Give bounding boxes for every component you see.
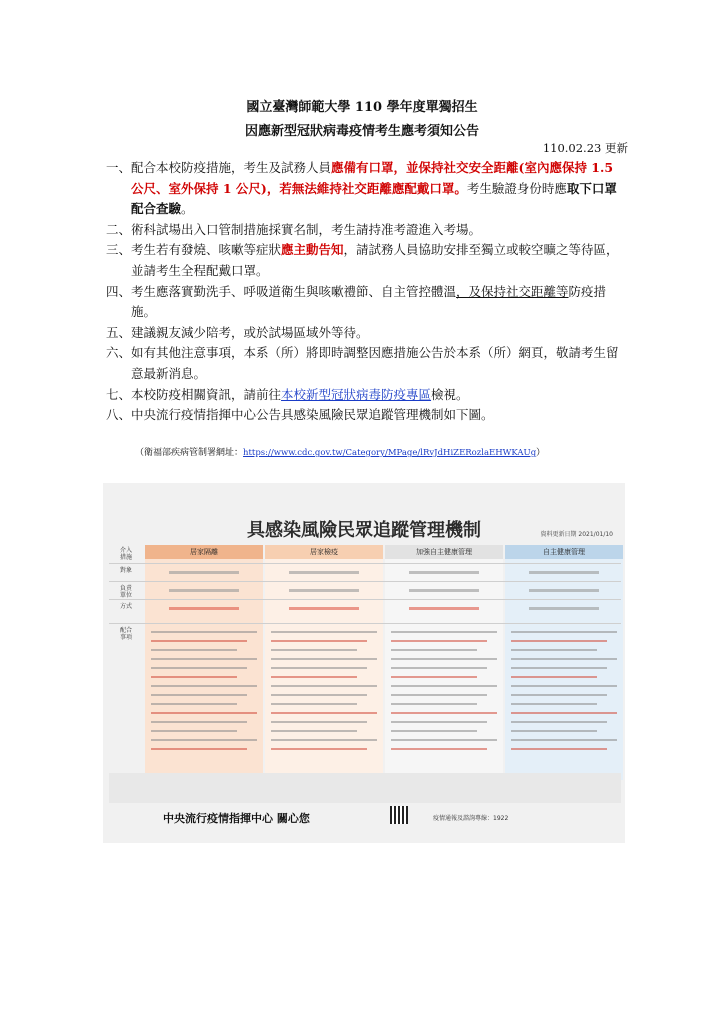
table-cell-line [151,631,257,633]
update-date: 110.02.23 更新 [542,141,628,155]
text-run: 考生驗證身份時應 [466,180,567,196]
text-run: 配合本校防疫措施，考生及試務人員 [131,160,332,175]
notice-item [106,240,626,281]
table-cell-line [271,649,357,651]
table-cell-line [151,712,257,714]
notice-item-text [131,385,626,406]
table-cell [409,607,480,610]
text-run: 考生若有發燒、咳嗽等症狀 [131,242,282,258]
text-run: 應備有口罩，並保持社交安全距離(室內應保持 1.5 公尺、室外保持 1 公尺)，若無法維持社交距離應配戴口罩。 [131,160,614,196]
table-cell [409,589,480,592]
table-cell-line [511,685,617,687]
table-cell-line [391,694,487,696]
table-cell-line [391,712,497,714]
notice-list [106,158,626,426]
cecc-slogan: 中央流行疫情指揮中心 關心您 [163,812,310,825]
table-cell-line [271,748,367,750]
table-cell-line [391,703,477,705]
table-cell-line [511,694,607,696]
table-divider [109,623,621,624]
table-cell [529,607,600,610]
table-cell-line [511,739,617,741]
table-cell-line [151,703,237,705]
table-cell-line [271,694,367,696]
table-cell-line [271,721,367,723]
table-cell-line [271,712,377,714]
table-cell [289,607,360,610]
table-column-header: 自主健康管理 [505,545,623,559]
notice-item [106,158,626,220]
table-column-header: 加強自主健康管理 [385,545,503,559]
table-cell-line [391,676,477,678]
qr-code-icon [390,806,408,824]
table-cell-line [511,640,607,642]
table-cell [289,571,360,574]
table-cell-line [271,703,357,705]
text-run: 。 [181,201,194,217]
notice-item-text [131,158,626,220]
text-run: 中央流行疫情指揮中心公告具感染風險民眾追蹤管理機制如下圖。 [131,407,494,423]
management-table [109,545,621,780]
table-cell-line [151,658,257,660]
violation-row [109,773,621,803]
notice-item [106,282,626,323]
table-cell [169,607,240,610]
table-column-header: 居家隔離 [145,545,263,559]
epidemic-zone-link[interactable]: 本校新型冠狀病毒防疫專區 [281,386,432,402]
table-cell-line [511,730,597,732]
table-cell-line [391,667,487,669]
table-cell-line [391,640,487,642]
table-cell-line [511,631,617,633]
notice-item [106,220,626,241]
table-cell [529,589,600,592]
table-cell-line [511,667,607,669]
notice-item-number: 一、 [106,160,132,175]
notice-item-number: 六、 [106,345,132,361]
table-cell-line [511,703,597,705]
text-run: ，請試務人員協助安排至獨立或較空曠之等待區，並請考生全程配戴口罩。 [131,242,619,278]
table-cell-line [511,649,597,651]
table-divider [109,599,621,600]
cdc-link[interactable]: https://www.cdc.gov.tw/Category/MPage/lRvJdHiZERozlaEHWKAUg [243,448,537,458]
table-divider [109,581,621,582]
notice-item-number: 二、 [106,221,132,237]
text-run: 檢視。 [431,386,469,402]
text-run: ，及保持社交距離等 [456,283,569,299]
notice-item-text [131,220,626,241]
table-cell-line [391,748,487,750]
table-row-header: 配合 事項 [119,627,132,641]
table-cell-line [391,649,477,651]
table-cell-line [271,685,377,687]
table-cell-line [151,739,257,741]
cdc-source-note: （衛福部疾病管制署網址：https://www.cdc.gov.tw/Category/MPage/lRvJdHiZERozlaEHWKAUg） [135,448,546,458]
text-run: 本校防疫相關資訊，請前往 [131,386,282,402]
notice-item-number: 四、 [106,283,132,299]
table-cell-line [391,739,497,741]
table-cell [289,589,360,592]
notice-item-text [131,405,626,426]
infographic-title: 具感染風險民眾追蹤管理機制 [247,520,481,541]
table-cell-line [391,730,477,732]
table-cell-line [271,631,377,633]
table-cell-line [511,748,607,750]
table-cell-line [391,631,497,633]
table-cell-line [271,667,367,669]
table-cell-line [151,640,247,642]
notice-item [106,323,626,344]
notice-item [106,405,626,426]
table-cell-line [151,676,237,678]
table-divider [109,563,621,564]
infographic-date: 資料更新日期 2021/01/10 [540,531,613,538]
table-cell-line [391,685,497,687]
notice-item [106,385,626,406]
table-cell-line [151,649,237,651]
text-run: 考生應落實勤洗手、呼吸道衛生與咳嗽禮節、自主管控體溫 [131,283,457,299]
notice-item [106,343,626,384]
table-cell-line [151,730,237,732]
notice-item-number: 七、 [106,386,132,402]
text-run: 如有其他注意事項，本系（所）將即時調整因應措施公告於本系（所）網頁，敬請考生留意最新消息。 [131,345,619,381]
table-cell-line [271,739,377,741]
table-cell-line [151,748,247,750]
table-cell-line [391,721,487,723]
text-run: 防疫措施。 [131,283,607,320]
table-row-header: 方式 [119,603,132,610]
text-run: 應主動告知 [281,242,344,258]
table-cell-line [271,676,357,678]
notice-item-number: 三、 [106,242,132,258]
hotline: 疫情通報及諮詢專線：1922 [433,815,509,822]
table-cell-line [511,658,617,660]
table-cell-line [511,721,607,723]
table-cell-line [271,730,357,732]
table-cell-line [151,685,257,687]
text-run: 取下口罩配合查驗 [131,180,617,217]
notice-subtitle: 因應新型冠狀病毒疫情考生應考須知公告 [244,124,479,139]
table-cell [529,571,600,574]
table-cell-line [151,694,247,696]
notice-item-text [131,240,626,281]
infographic [103,483,625,843]
notice-item-text [131,343,626,384]
table-cell-line [151,667,247,669]
notice-item-text [131,282,626,323]
table-row-header: 介入 措施 [119,547,132,561]
table-cell-line [391,658,497,660]
table-cell-line [511,712,617,714]
notice-item-number: 五、 [106,324,132,340]
table-column-header: 居家檢疫 [265,545,383,559]
table-cell-line [271,658,377,660]
table-cell-line [511,676,597,678]
table-cell-line [271,640,367,642]
table-cell [409,571,480,574]
text-run: 術科試場出入口管制措施採實名制，考生請持准考證進入考場。 [131,221,482,237]
table-cell [169,571,240,574]
table-row-header: 負責 單位 [119,585,132,599]
notice-item-text [131,323,626,344]
notice-title: 國立臺灣師範大學 110 學年度單獨招生 [246,100,478,115]
table-cell [169,589,240,592]
table-row-header: 對象 [119,567,132,574]
text-run: 建議親友減少陪考，或於試場區域外等待。 [131,324,369,340]
table-cell-line [151,721,247,723]
notice-item-number: 八、 [106,407,132,423]
